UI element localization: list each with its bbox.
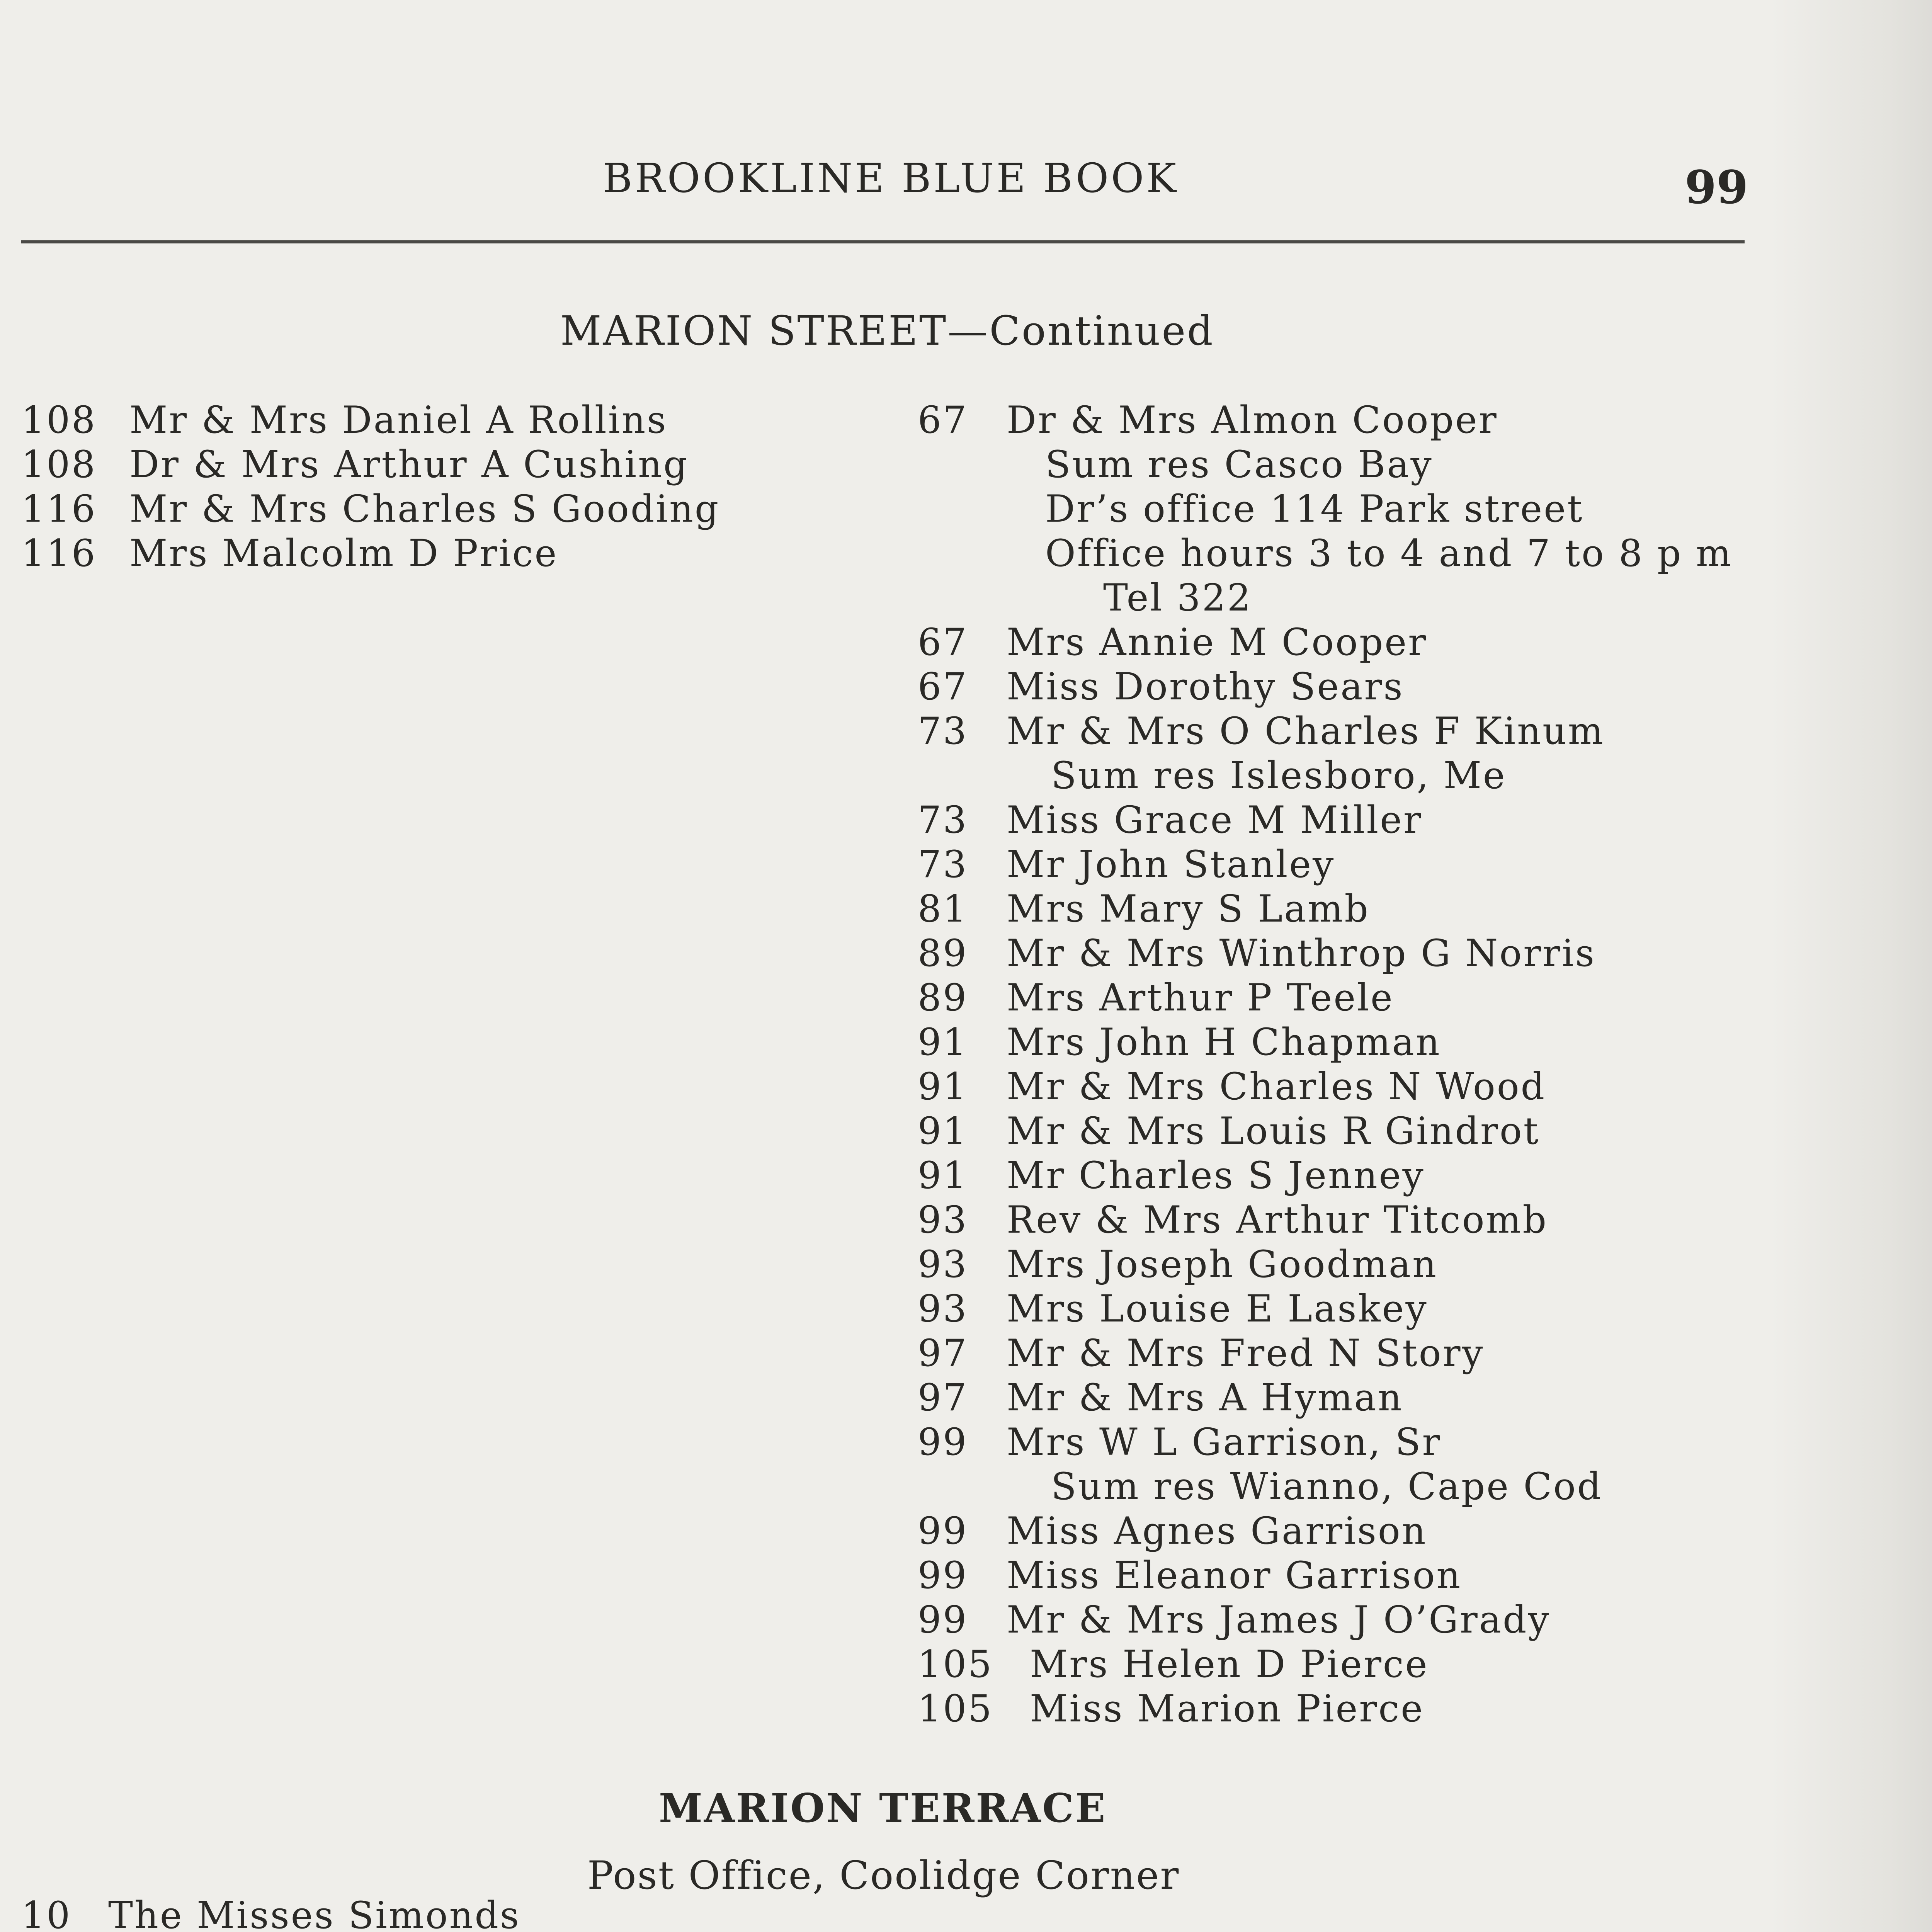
house-number: 67 (918, 621, 968, 664)
resident-name: Mrs Louise E Laskey (1007, 1287, 1428, 1330)
house-number: 105 (918, 1687, 993, 1730)
house-number: 116 (21, 487, 97, 531)
resident-name: Mr & Mrs A Hyman (1007, 1376, 1403, 1419)
resident-note: Office hours 3 to 4 and 7 to 8 p m (1045, 532, 1733, 575)
house-number: 108 (21, 398, 97, 442)
resident-name: Miss Grace M Miller (1007, 798, 1423, 842)
resident-name: Mrs Helen D Pierce (1030, 1643, 1429, 1686)
house-number: 93 (918, 1198, 968, 1242)
resident-name: Miss Marion Pierce (1030, 1687, 1424, 1730)
house-number: 93 (918, 1243, 968, 1286)
resident-name: Miss Agnes Garrison (1007, 1509, 1427, 1553)
house-number: 91 (918, 1020, 968, 1064)
resident-name: Miss Eleanor Garrison (1007, 1554, 1462, 1597)
house-number: 116 (21, 532, 97, 575)
house-number: 10 (21, 1894, 72, 1932)
house-number: 91 (918, 1065, 968, 1108)
resident-name: Mr & Mrs Daniel A Rollins (129, 398, 668, 442)
house-number: 67 (918, 398, 968, 442)
resident-name: Mr John Stanley (1007, 843, 1335, 886)
house-number: 91 (918, 1154, 968, 1197)
resident-name: The Misses Simonds (108, 1894, 521, 1932)
post-office-note: Post Office, Coolidge Corner (587, 1853, 1180, 1898)
running-head: BROOKLINE BLUE BOOK (603, 155, 1179, 202)
house-number: 67 (918, 665, 968, 708)
resident-name: Mr Charles S Jenney (1007, 1154, 1425, 1197)
resident-name: Mr & Mrs O Charles F Kinum (1007, 709, 1605, 753)
house-number: 93 (918, 1287, 968, 1330)
resident-name: Mrs W L Garrison, Sr (1007, 1420, 1442, 1464)
house-number: 97 (918, 1376, 968, 1419)
house-number: 99 (918, 1509, 968, 1553)
resident-name: Mrs Arthur P Teele (1007, 976, 1394, 1019)
marion-terrace-heading: MARION TERRACE (659, 1785, 1107, 1832)
resident-note: Sum res Casco Bay (1045, 443, 1433, 486)
resident-note: Dr’s office 114 Park street (1045, 487, 1584, 531)
resident-name: Mr & Mrs Charles S Gooding (129, 487, 720, 531)
resident-name: Miss Dorothy Sears (1007, 665, 1404, 708)
resident-name: Mr & Mrs Charles N Wood (1007, 1065, 1546, 1108)
resident-name: Mr & Mrs Louis R Gindrot (1007, 1109, 1540, 1153)
house-number: 105 (918, 1643, 993, 1686)
header-rule (21, 240, 1745, 243)
resident-name: Mr & Mrs Winthrop G Norris (1007, 932, 1596, 975)
house-number: 73 (918, 798, 968, 842)
house-number: 108 (21, 443, 97, 486)
house-number: 89 (918, 976, 968, 1019)
resident-name: Mrs Malcolm D Price (129, 532, 558, 575)
resident-name: Dr & Mrs Almon Cooper (1007, 398, 1498, 442)
page-number: 99 (1685, 160, 1748, 214)
house-number: 89 (918, 932, 968, 975)
house-number: 99 (918, 1420, 968, 1464)
resident-name: Mrs Annie M Cooper (1007, 621, 1427, 664)
resident-note: Tel 322 (1103, 576, 1252, 619)
resident-name: Rev & Mrs Arthur Titcomb (1007, 1198, 1548, 1242)
house-number: 99 (918, 1554, 968, 1597)
resident-name: Mrs Mary S Lamb (1007, 887, 1370, 930)
house-number: 73 (918, 709, 968, 753)
house-number: 97 (918, 1332, 968, 1375)
resident-note: Sum res Wianno, Cape Cod (1051, 1465, 1603, 1508)
page-edge-shadow (1770, 0, 1932, 1932)
resident-name: Mr & Mrs Fred N Story (1007, 1332, 1485, 1375)
house-number: 99 (918, 1598, 968, 1641)
resident-note: Sum res Islesboro, Me (1051, 754, 1507, 797)
house-number: 81 (918, 887, 968, 930)
resident-name: Dr & Mrs Arthur A Cushing (129, 443, 689, 486)
house-number: 91 (918, 1109, 968, 1153)
resident-name: Mr & Mrs James J O’Grady (1007, 1598, 1551, 1641)
marion-street-heading: MARION STREET—Continued (560, 307, 1214, 354)
resident-name: Mrs John H Chapman (1007, 1020, 1441, 1064)
resident-name: Mrs Joseph Goodman (1007, 1243, 1438, 1286)
house-number: 73 (918, 843, 968, 886)
